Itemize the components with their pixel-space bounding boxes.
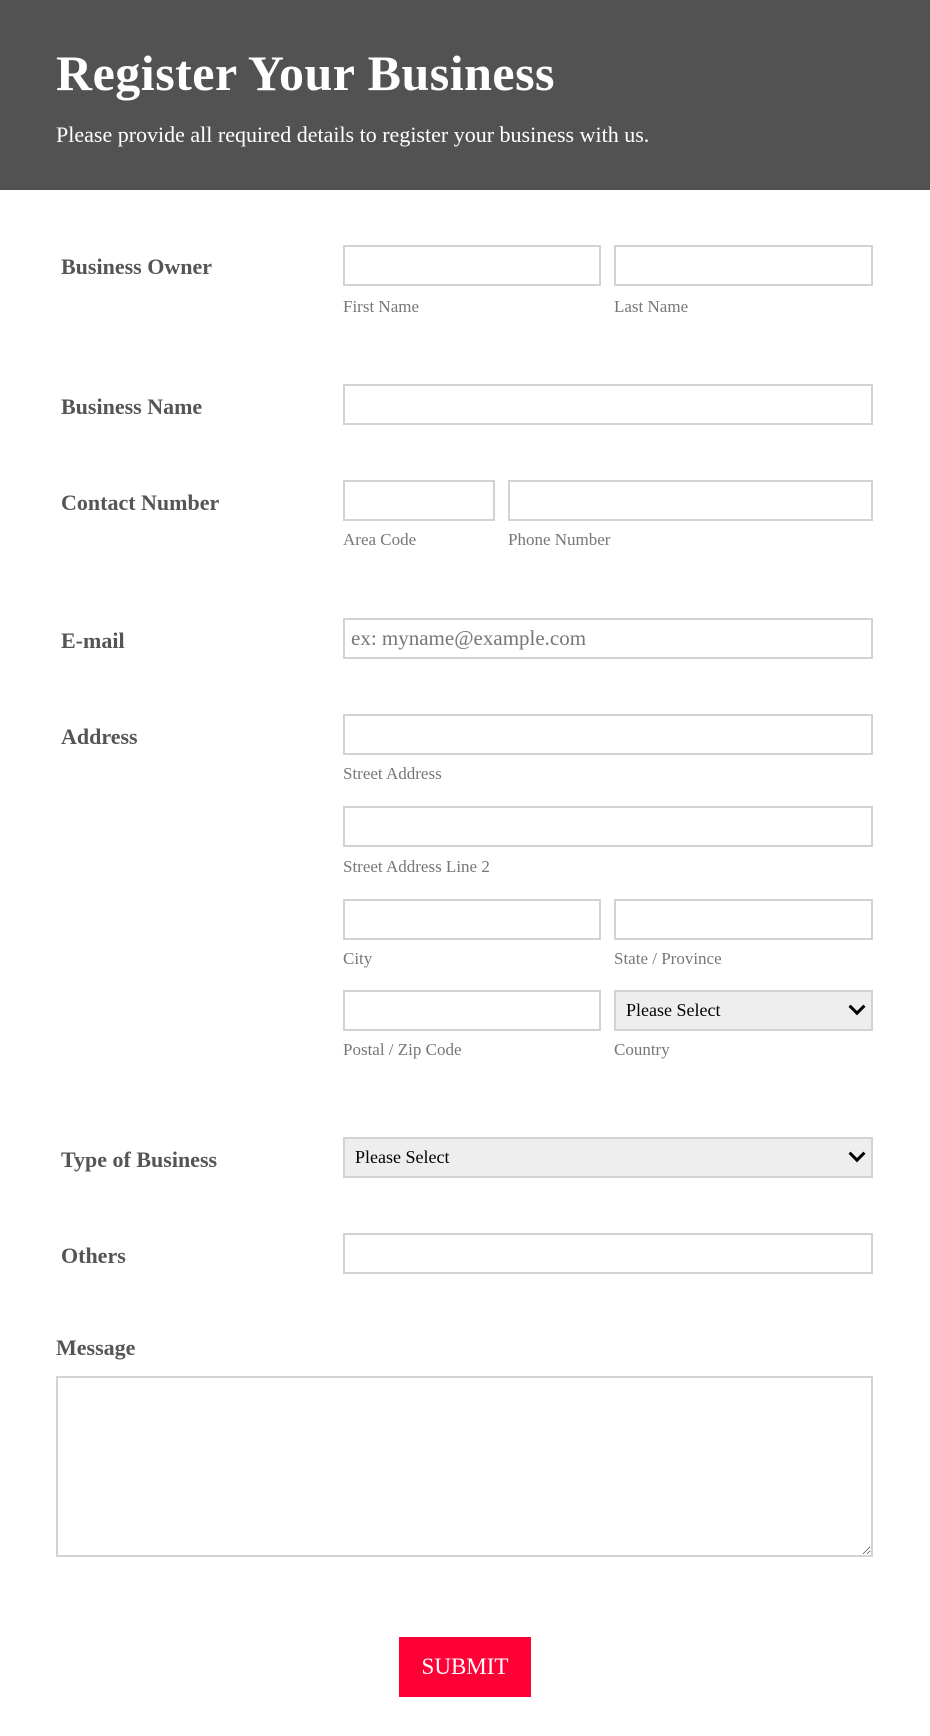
business-name-label: Business Name: [61, 394, 203, 419]
page-title: Register Your Business: [56, 45, 556, 101]
area-code-input[interactable]: [343, 480, 495, 521]
area-code-sublabel: Area Code: [343, 530, 417, 549]
zip-code-input[interactable]: [343, 990, 601, 1031]
business-name-input[interactable]: [343, 384, 873, 425]
business-owner-label: Business Owner: [61, 254, 212, 279]
email-label: E-mail: [61, 628, 125, 653]
street-address-sublabel: Street Address: [343, 764, 442, 783]
message-label: Message: [56, 1335, 136, 1360]
address-label: Address: [61, 724, 138, 749]
email-input[interactable]: [343, 618, 873, 659]
phone-number-sublabel: Phone Number: [508, 530, 611, 549]
state-input[interactable]: [614, 899, 873, 940]
state-sublabel: State / Province: [614, 949, 722, 968]
chevron-down-icon: [849, 998, 866, 1015]
street-address-line2-input[interactable]: [343, 806, 873, 847]
first-name-sublabel: First Name: [343, 297, 420, 316]
last-name-sublabel: Last Name: [614, 297, 689, 316]
others-label: Others: [61, 1243, 126, 1268]
submit-button[interactable]: SUBMIT: [399, 1637, 531, 1697]
page-subtitle: Please provide all required details to register your business with us.: [56, 122, 650, 147]
phone-number-input[interactable]: [508, 480, 873, 521]
city-sublabel: City: [343, 949, 373, 968]
type-of-business-label: Type of Business: [61, 1147, 218, 1172]
others-input[interactable]: [343, 1233, 873, 1274]
zip-code-sublabel: Postal / Zip Code: [343, 1040, 462, 1059]
first-name-input[interactable]: [343, 245, 601, 286]
contact-number-label: Contact Number: [61, 490, 220, 515]
country-select[interactable]: [614, 990, 873, 1031]
type-of-business-select[interactable]: [343, 1137, 873, 1178]
type-select-value: Please Select: [355, 1147, 450, 1167]
page-header: [0, 0, 930, 190]
street-address-input[interactable]: [343, 714, 873, 755]
last-name-input[interactable]: [614, 245, 873, 286]
city-input[interactable]: [343, 899, 601, 940]
country-sublabel: Country: [614, 1040, 670, 1059]
chevron-down-icon: [849, 1145, 866, 1162]
message-textarea[interactable]: [56, 1376, 873, 1557]
street-address-line2-sublabel: Street Address Line 2: [343, 857, 490, 876]
country-select-value: Please Select: [626, 1000, 721, 1020]
